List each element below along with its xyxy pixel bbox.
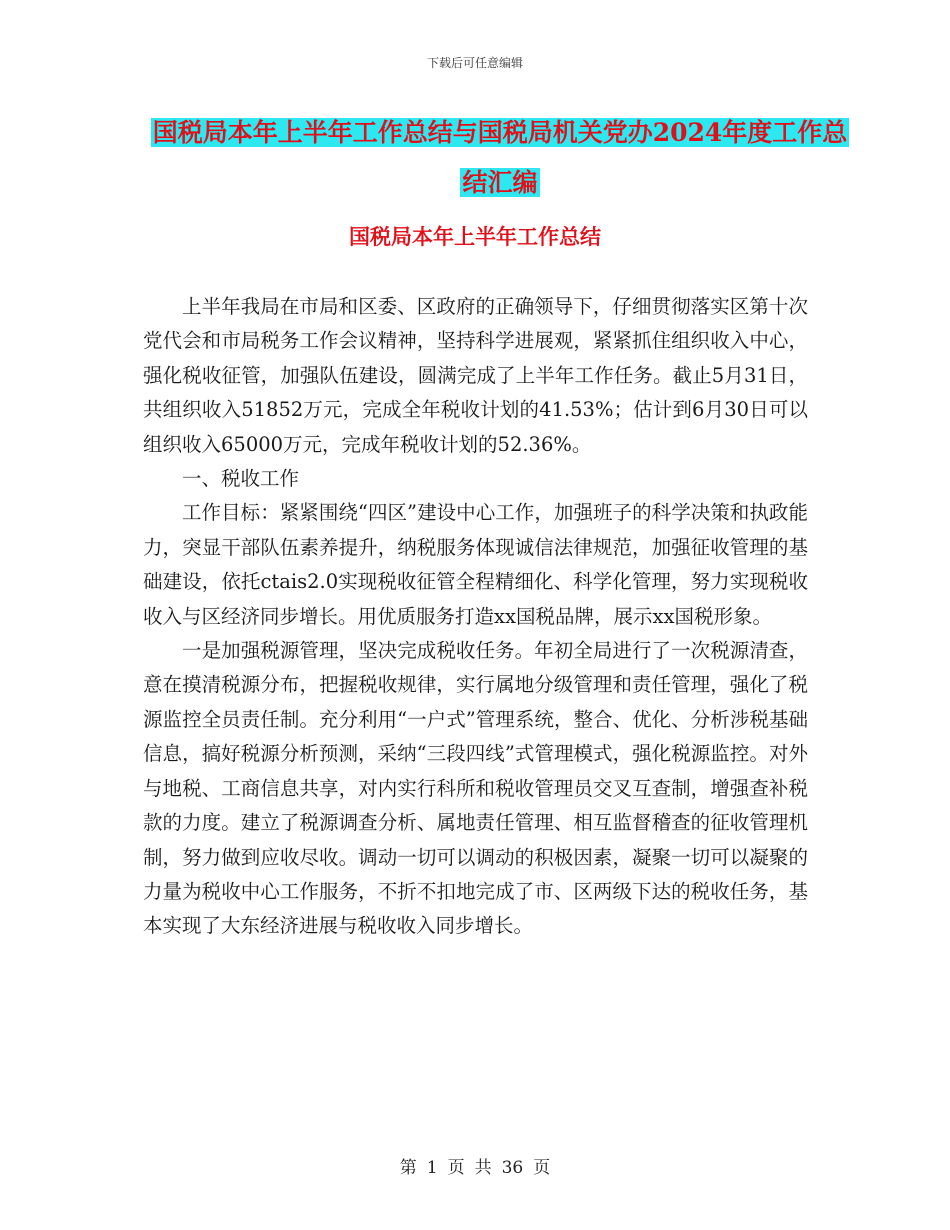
page-header-note: 下载后可任意编辑	[426, 56, 523, 70]
footer-total-prefix: 共	[474, 1158, 492, 1178]
paragraph-tax-source-management: 一是加强税源管理，坚决完成税收任务。年初全局进行了一次税源清查，意在摸清税源分布，把握税收规律，实行属地分级管理和责任管理，强化了税源监控全员责任制。充分利用“一户式”管理系统，整合、优化、分析涉税基础信息，搞好税源分析预测，采纳“三段四线”式管理模式，强化税源监控。对外与地税、工商信息共享，对内实行科所和税收管理员交叉互查制，增强查补税款的力度。建立了税源调查分析、属地责任管理、相互监督稽查的征收管理机制，努力做到应收尽收。调动一切可以调动的积极因素，凝聚一切可以凝聚的力量为税收中心工作服务，不折不扣地完成了市、区两级下达的税收任务，基本实现了大东经济进展与税收收入同步增长。	[143, 639, 808, 938]
footer-page-mid: 页	[447, 1158, 465, 1178]
footer-page-number: 1	[426, 1158, 438, 1178]
document-body	[143, 290, 808, 944]
page-footer	[0, 1153, 950, 1178]
footer-total-pages: 36	[501, 1158, 524, 1178]
footer-total-suffix: 页	[533, 1158, 551, 1178]
document-title	[140, 108, 860, 208]
paragraph-work-goals: 工作目标：紧紧围绕“四区”建设中心工作，加强班子的科学决策和执政能力，突显干部队伍素养提升，纳税服务体现诚信法律规范，加强征收管理的基础建设，依托ctais2.0实现税收征管全程精细化、科学化管理，努力实现税收收入与区经济同步增长。用优质服务打造xx国税品牌，展示xx国税形象。	[143, 501, 808, 628]
paragraph-intro: 上半年我局在市局和区委、区政府的正确领导下，仔细贯彻落实区第十次党代会和市局税务工作会议精神，坚持科学进展观，紧紧抓住组织收入中心，强化税收征管，加强队伍建设，圆满完成了上半年工作任务。截止5月31日，共组织收入51852万元，完成全年税收计划的41.53%；估计到6月30日可以组织收入65000万元，完成年税收计划的52.36%。	[143, 295, 808, 456]
paragraph-heading-tax-work: 一、税收工作	[182, 467, 300, 491]
section-title: 国税局本年上半年工作总结	[349, 224, 601, 249]
footer-page-prefix: 第	[399, 1158, 417, 1178]
document-title-text: 国税局本年上半年工作总结与国税局机关党办2024年度工作总结汇编	[152, 118, 848, 197]
